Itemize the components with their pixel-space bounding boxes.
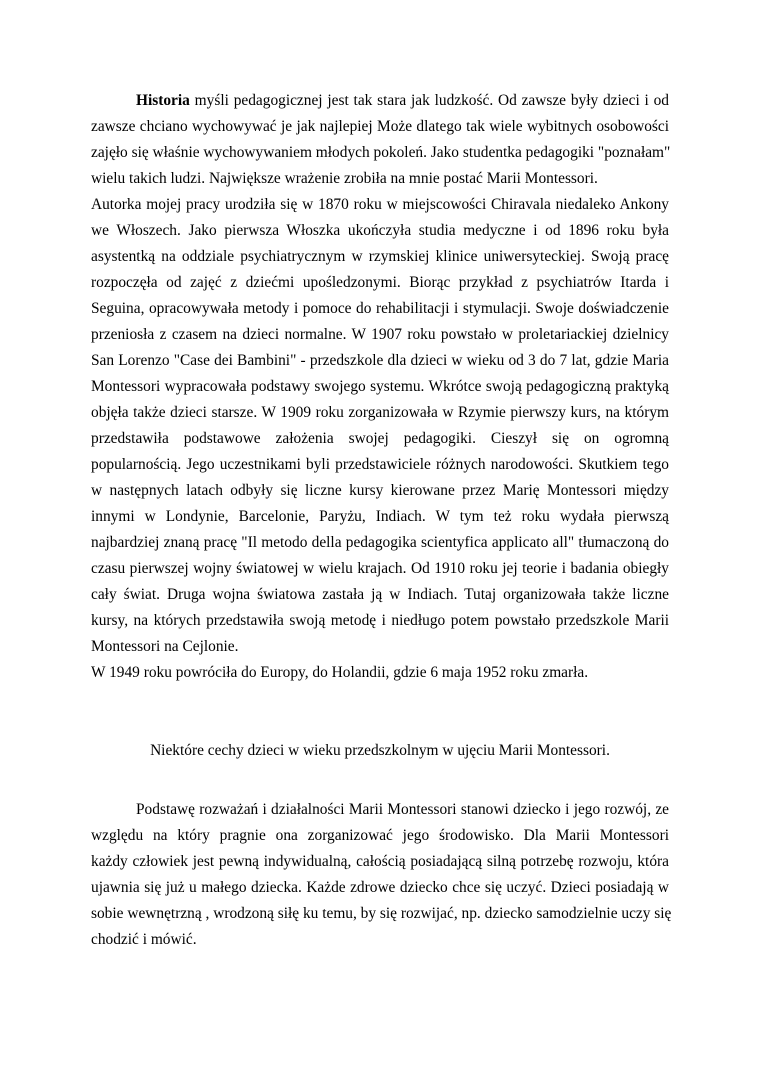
paragraph-line: zawsze chciano wychowywać je jak najlepiej Może dlatego tak wiele wybitnych osobowości (91, 118, 669, 135)
paragraph-line: w następnych latach odbyły się liczne kursy kierowane przez Marię Montessori między (91, 482, 669, 499)
paragraph-line: czasu pierwszej wojny światowej w wielu krajach. Od 1910 roku jej teorie i badania obiegły (91, 560, 669, 577)
paragraph-line: innymi w Londynie, Barcelonie, Paryżu, Indiach. W tym też roku wydała pierwszą (91, 508, 669, 525)
paragraph-line: każdy człowiek jest pewną indywidualną, całością posiadającą silną potrzebę rozwoju, która (91, 853, 669, 870)
paragraph-line: kursy, na których przedstawiła swoją metodę i niedługo potem powstało przedszkole Marii (91, 612, 669, 629)
paragraph-line: sobie wewnętrzną , wrodzoną siłę ku temu, by się rozwijać, np. dziecko samodzielnie uczy się (91, 905, 672, 922)
paragraph-line: objęła także dzieci starsze. W 1909 roku zorganizowała w Rzymie pierwszy kurs, na którym (91, 404, 669, 421)
paragraph-line: ujawnia się już u małego dziecka. Każde zdrowe dziecko chce się uczyć. Dzieci posiadają w (91, 879, 669, 896)
line-text: myśli pedagogicznej jest tak stara jak ludzkość. Od zawsze były dzieci i od (189, 92, 669, 109)
paragraph-line: we Włoszech. Jako pierwsza Włoszka ukończyła studia medyczne i od 1896 roku była (91, 222, 669, 239)
paragraph-line: chodzić i mówić. (91, 931, 197, 948)
paragraph-line: względu na który pragnie ona zorganizować jego środowisko. Dla Marii Montessori (91, 827, 669, 844)
section-heading: Niektóre cechy dzieci w wieku przedszkolnym w ujęciu Marii Montessori. (150, 742, 610, 759)
paragraph-line: asystentką na oddziale psychiatrycznym w rzymskiej klinice uniwersyteckiej. Swoją pracę (91, 248, 669, 265)
paragraph-line: wielu takich ludzi. Największe wrażenie zrobiła na mnie postać Marii Montessori. (91, 170, 598, 187)
paragraph-line: zajęło się właśnie wychowywaniem młodych pokoleń. Jako studentka pedagogiki "poznałam" (91, 144, 671, 161)
paragraph-line: najbardziej znaną pracę "Il metodo della pedagogika scientyfica applicato all" tłumaczoną do (91, 534, 669, 551)
paragraph-line: Montessori na Cejlonie. (91, 638, 239, 655)
paragraph-line (136, 92, 669, 110)
paragraph-line: W 1949 roku powróciła do Europy, do Holandii, gdzie 6 maja 1952 roku zmarła. (91, 664, 589, 681)
paragraph-line: San Lorenzo "Case dei Bambini" - przedszkole dla dzieci w wieku od 3 do 7 lat, gdzie Maria (91, 352, 669, 369)
paragraph-line: popularnością. Jego uczestnikami byli przedstawiciele różnych narodowości. Skutkiem tego (91, 456, 669, 473)
paragraph-line: Autorka mojej pracy urodziła się w 1870 roku w miejscowości Chiravala niedaleko Ankony (91, 196, 669, 213)
paragraph-line: Montessori wypracowała podstawy swojego systemu. Wkrótce swoją pedagogiczną praktyką (91, 378, 669, 395)
paragraph-line: przeniosła z czasem na dzieci normalne. W 1907 roku powstało w proletariackiej dzielnicy (91, 326, 669, 343)
lead-word: Historia (136, 92, 190, 109)
paragraph-line: cały świat. Druga wojna światowa zastała ją w Indiach. Tutaj organizowała także liczne (91, 586, 669, 603)
paragraph-line: przedstawiła podstawowe założenia swojej pedagogiki. Cieszył się on ogromną (91, 430, 669, 447)
paragraph-line: rozpoczęła od zajęć z dziećmi upośledzonymi. Biorąc przykład z psychiatrów Itarda i (91, 274, 669, 291)
paragraph-line: Podstawę rozważań i działalności Marii Montessori stanowi dziecko i jego rozwój, ze (136, 801, 669, 818)
paragraph-line: Seguina, opracowywała metody i pomoce do rehabilitacji i stymulacji. Swoje doświadczenie (91, 300, 669, 317)
